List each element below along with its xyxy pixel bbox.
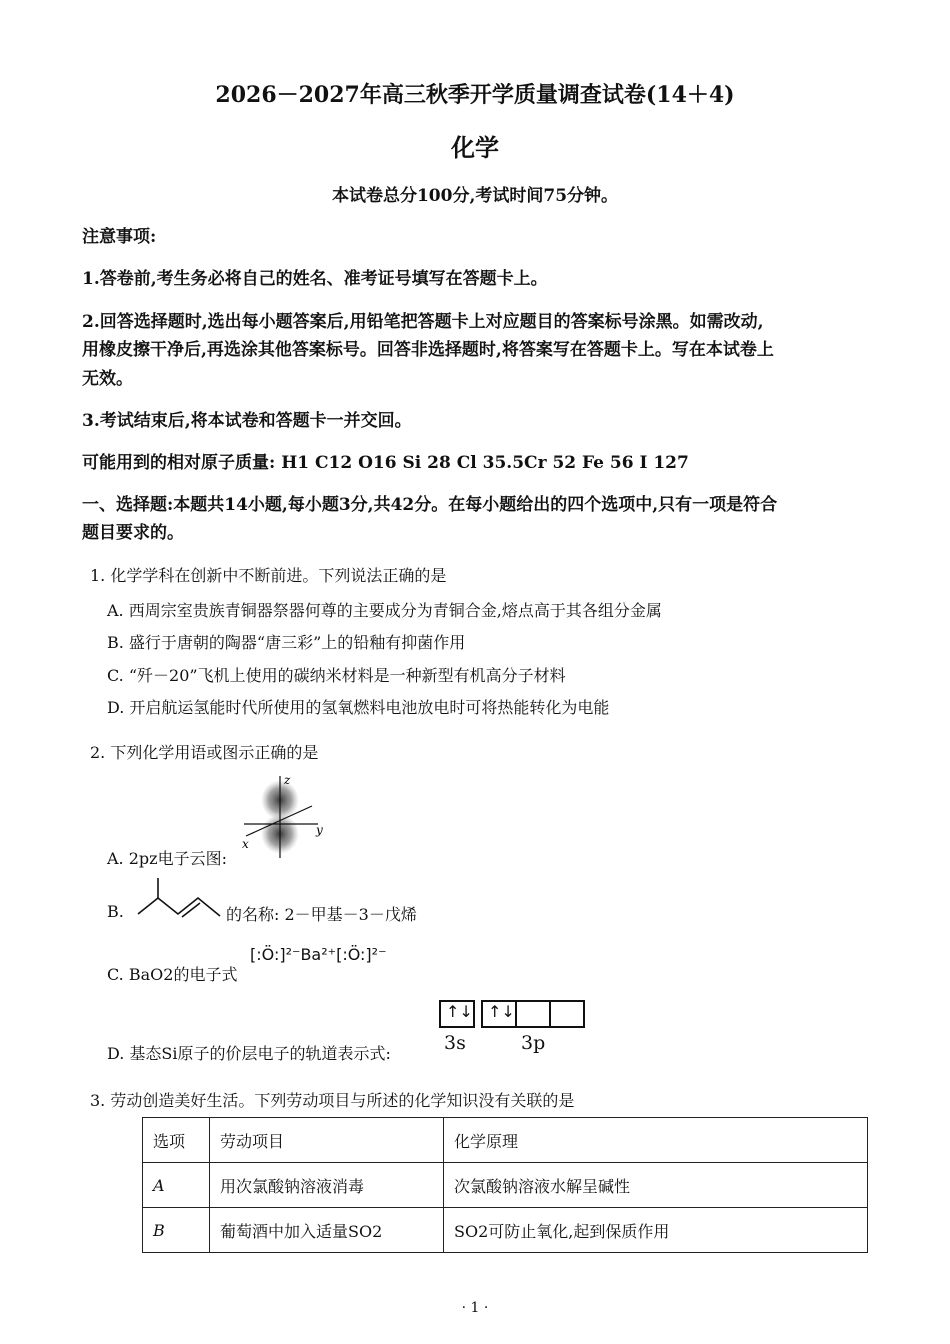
- q3-table: [142, 1117, 868, 1253]
- table-header-cell: 劳动项目: [210, 1118, 444, 1163]
- electron-cloud-figure: [236, 772, 336, 862]
- section1-line-2: 题目要求的。: [82, 523, 184, 543]
- notice-item-2-line-3: 无效。: [82, 369, 133, 389]
- q1-option-d: D. 开启航运氢能时代所使用的氢氧燃料电池放电时可将热能转化为电能: [107, 698, 610, 717]
- axis-y-label: y: [316, 823, 323, 837]
- exam-info: 本试卷总分100分,考试时间75分钟。: [331, 186, 619, 206]
- q2-option-d: D. 基态Si原子的价层电子的轨道表示式:: [107, 1044, 391, 1063]
- atomic-mass-line: 可能用到的相对原子质量: H1 C12 O16 Si 28 Cl 35.5Cr 52 Fe 56 I 127: [82, 453, 689, 473]
- notice-item-2-line-1: 2.回答选择题时,选出每小题答案后,用铅笔把答题卡上对应题目的答案标号涂黑。如需改动,: [82, 312, 764, 332]
- table-row: [143, 1163, 868, 1208]
- electron-formula: [:Ö:]²⁻Ba²⁺[:Ö:]²⁻: [250, 945, 387, 964]
- table-cell: SO2可防止氧化,起到保质作用: [444, 1208, 868, 1253]
- subject-title: 化学: [451, 133, 499, 162]
- orbital-3p-box-3: [549, 1000, 585, 1028]
- table-cell: 用次氯酸钠溶液消毒: [210, 1163, 444, 1208]
- q2-option-b-text: 的名称: 2－甲基－3－戊烯: [226, 905, 417, 924]
- q2-option-c-label: C. BaO2的电子式: [107, 965, 238, 984]
- table-header-cell: 化学原理: [444, 1118, 868, 1163]
- section1-line-1: 一、选择题:本题共14小题,每小题3分,共42分。在每小题给出的四个选项中,只有一项是符合: [82, 495, 778, 515]
- q1-stem: 1. 化学学科在创新中不断前进。下列说法正确的是: [90, 566, 447, 585]
- table-row: [143, 1208, 868, 1253]
- q3-stem: 3. 劳动创造美好生活。下列劳动项目与所述的化学知识没有关联的是: [90, 1091, 575, 1110]
- orbital-3p-box-2: [515, 1000, 551, 1028]
- orbital-3p-arrows: ↑↓: [488, 1002, 515, 1021]
- table-header-cell: 选项: [143, 1118, 210, 1163]
- axis-x-label: x: [242, 837, 249, 851]
- q2-option-b-label: B.: [107, 902, 124, 921]
- orbital-3p-label: 3p: [521, 1032, 546, 1054]
- page-number: · 1 ·: [461, 1300, 489, 1316]
- notice-item-2-line-2: 用橡皮擦干净后,再选涂其他答案标号。回答非选择题时,将答案写在答题卡上。写在本试卷上: [82, 340, 774, 360]
- q2-stem: 2. 下列化学用语或图示正确的是: [90, 743, 319, 762]
- q2-option-a: A. 2pz电子云图:: [107, 849, 227, 868]
- table-cell: B: [143, 1208, 210, 1253]
- orbital-3s-label: 3s: [444, 1032, 466, 1054]
- axis-z-label: z: [284, 773, 291, 787]
- orbital-3s-arrows: ↑↓: [446, 1002, 473, 1021]
- q1-option-b: B. 盛行于唐朝的陶器“唐三彩”上的铅釉有抑菌作用: [107, 633, 466, 652]
- notice-item-3: 3.考试结束后,将本试卷和答题卡一并交回。: [82, 411, 412, 431]
- notice-item-1: 1.答卷前,考生务必将自己的姓名、准考证号填写在答题卡上。: [82, 269, 548, 289]
- exam-title: 2026－2027年高三秋季开学质量调查试卷(14＋4): [215, 82, 735, 108]
- table-cell: A: [143, 1163, 210, 1208]
- notice-heading: 注意事项:: [82, 227, 157, 247]
- table-cell: 次氯酸钠溶液水解呈碱性: [444, 1163, 868, 1208]
- skeletal-formula: [134, 876, 226, 920]
- table-cell: 葡萄酒中加入适量SO2: [210, 1208, 444, 1253]
- table-header-row: [143, 1118, 868, 1163]
- q1-option-c: C. “歼－20”飞机上使用的碳纳米材料是一种新型有机高分子材料: [107, 666, 566, 685]
- q1-option-a: A. 西周宗室贵族青铜器祭器何尊的主要成分为青铜合金,熔点高于其各组分金属: [107, 601, 662, 620]
